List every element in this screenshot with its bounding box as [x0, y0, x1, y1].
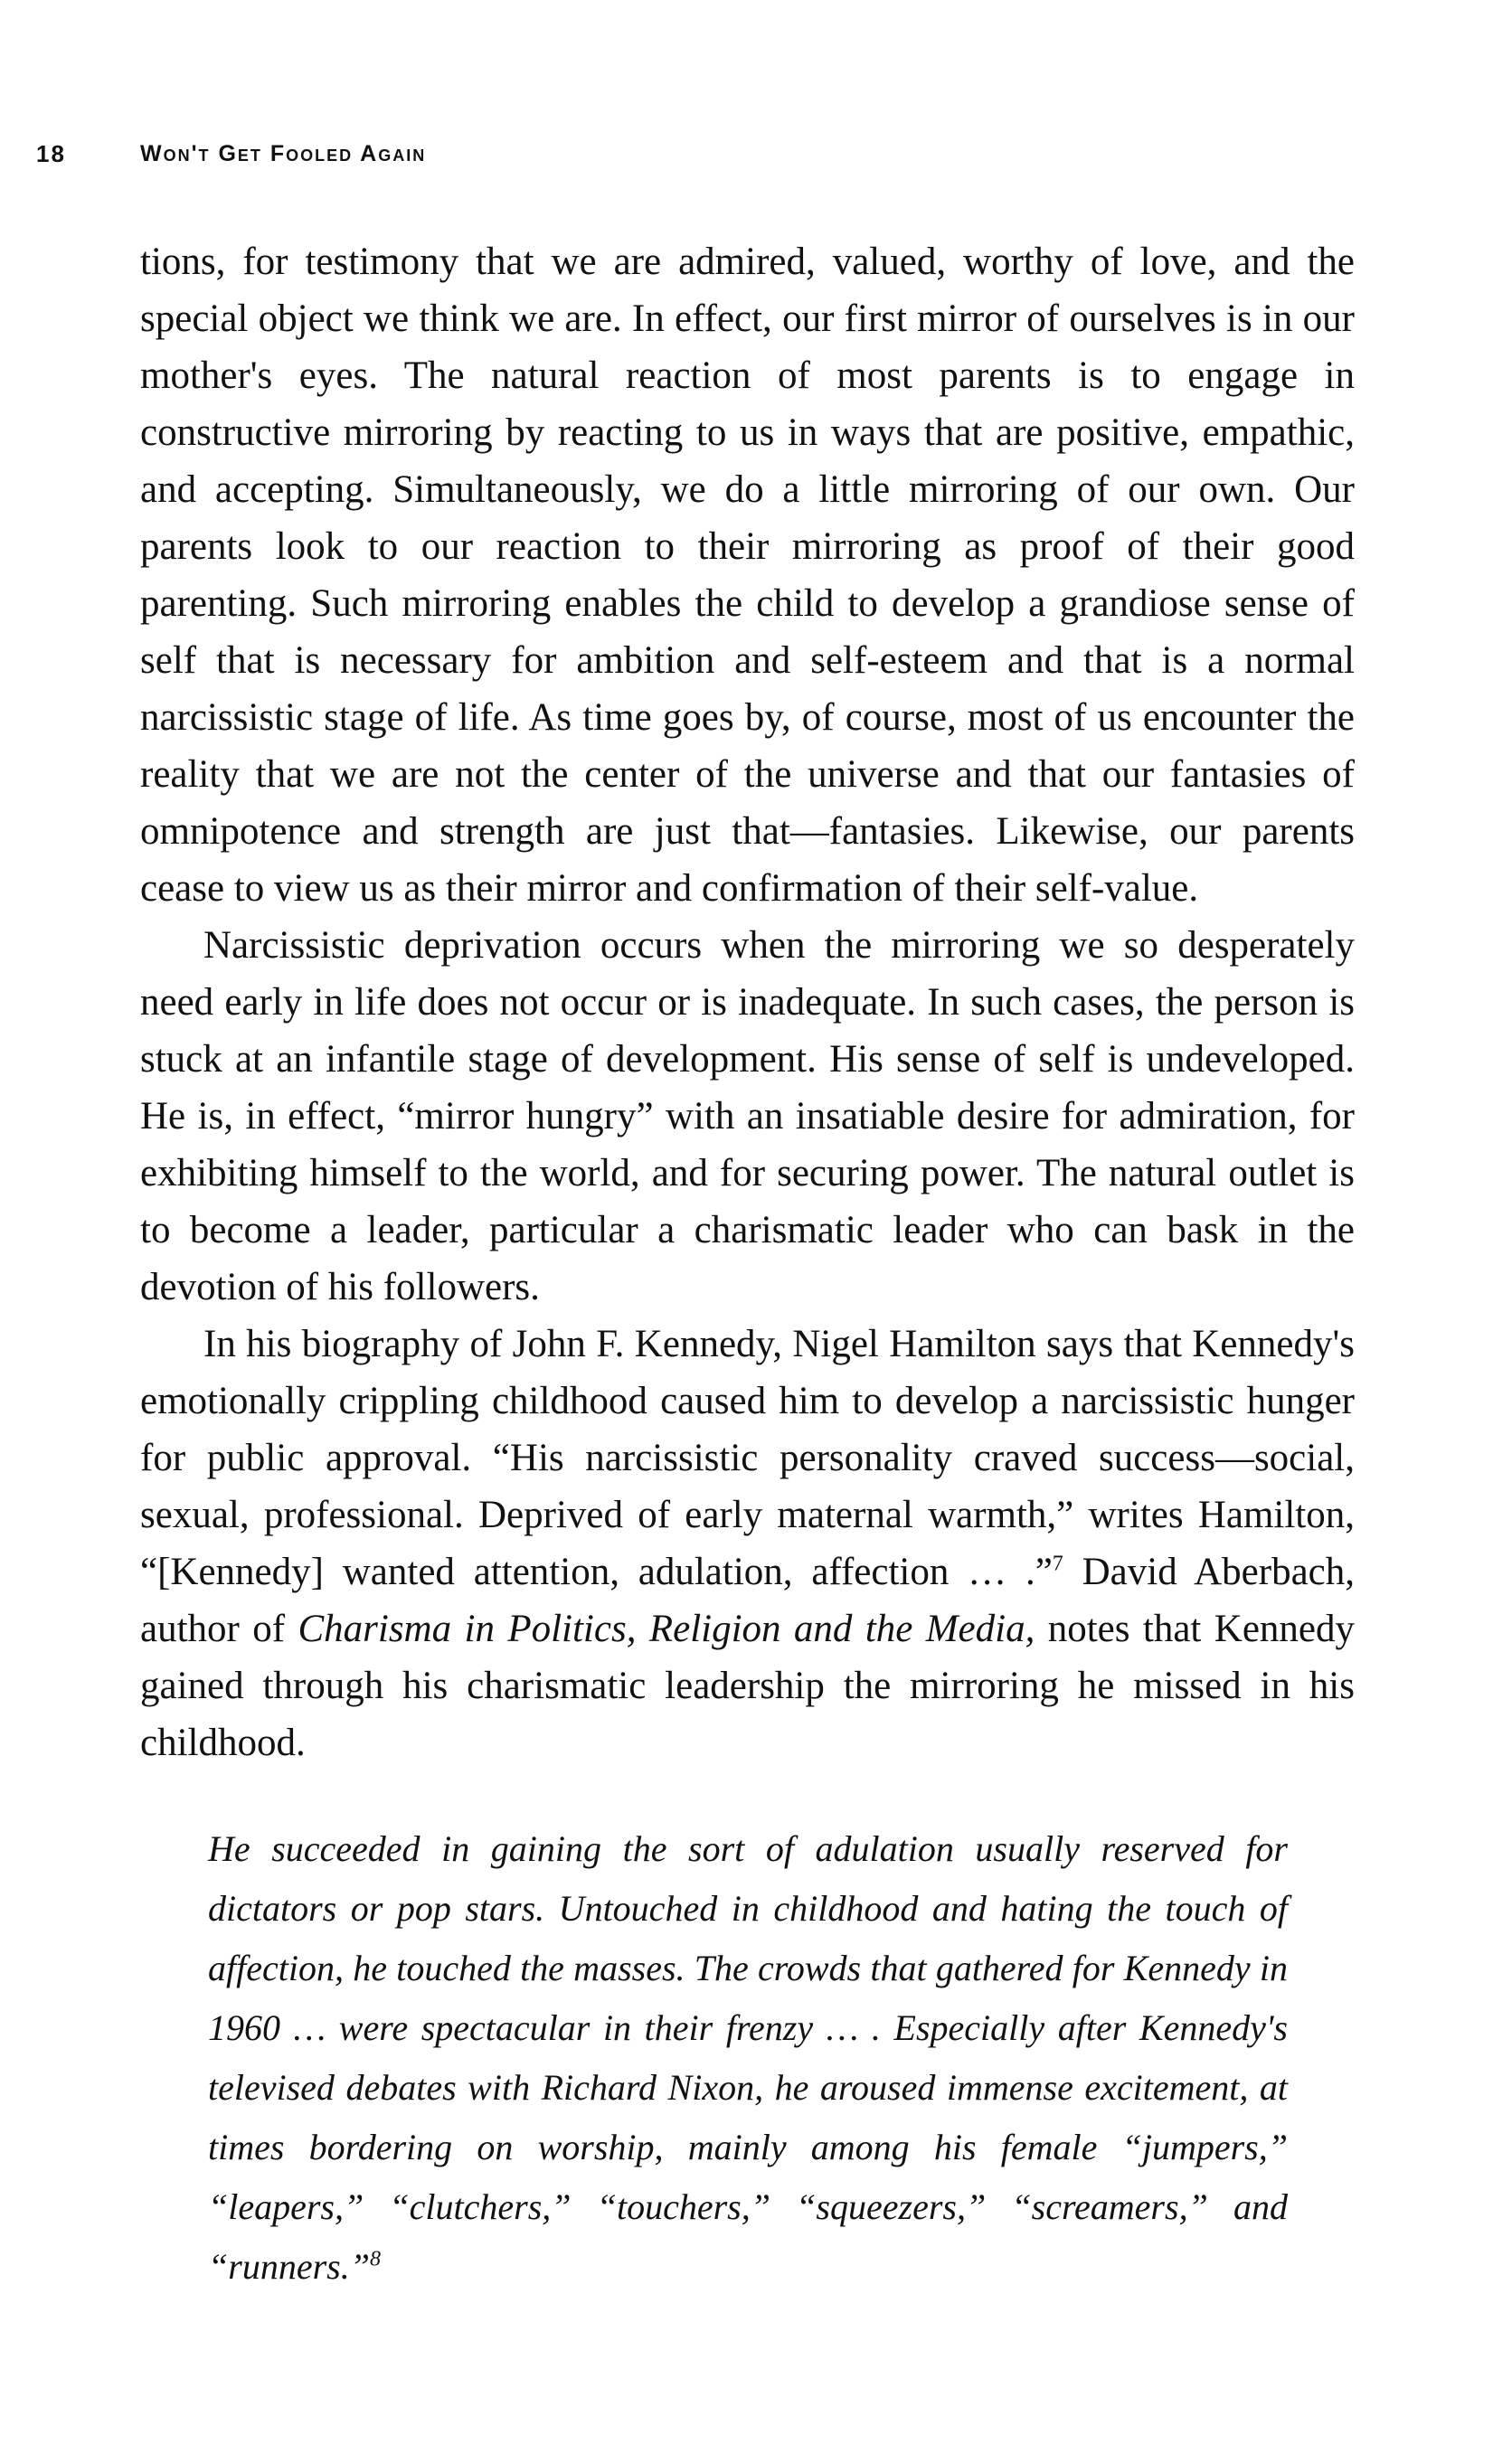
paragraph-1: tions, for testimony that we are admired, valued, worthy of love, and the special object we think we are. In effect, our first mirror of ourselves is in our mother's eyes. The natural reaction of most parents is to engage in constructive mirroring by reacting to us in ways that are positive, empathic, and accepting. Simultaneously, we do a little mirroring of our own. Our parents look to our reaction to their mirroring as proof of their good parenting. Such mirroring enables the child to develop a grandiose sense of self that is necessary for ambition and self-esteem and that is a normal narcissistic stage of life. As time goes by, of course, most of us encounter the reality that we are not the center of the universe and that our fantasies of omnipotence and strength are just that—fantasies. Likewise, our parents cease to view us as their mirror and confirmation of their self-value. [140, 241, 1355, 910]
page-number: 18 [36, 139, 66, 167]
footnote-ref-7: 7 [1052, 1552, 1063, 1576]
paragraph-3-text-3: notes that Kennedy gained through his charismatic leadership the mirroring he missed in his childhood. [140, 1608, 1355, 1764]
running-head [36, 136, 426, 172]
block-quote-text: He succeeded in gaining the sort of adulation usually reserved for dictators or pop stars. Untouched in childhood and hating the touch of affection, he touched the masses. The crowds that gathered for Kennedy in 1960 … were spectacular in their frenzy … . Especially after Kennedy's televised debates with Richard Nixon, he aroused immense excitement, at times bordering on worship, mainly among his female “jumpers,” “leapers,” “clutchers,” “touchers,” “squeezers,” “screamers,” and “runners.” [208, 1828, 1288, 2287]
footnote-ref-8: 8 [369, 2247, 381, 2271]
block-quote [208, 1819, 1288, 2297]
paragraph-3-text-2: David Aberbach, author of [140, 1551, 1356, 1650]
paragraph-2: Narcissistic deprivation occurs when the mirroring we so desperately need early in life does not occur or is inadequate. In such cases, the person is stuck at an infantile stage of development. His sense of self is undeveloped. He is, in effect, “mirror hungry” with an insatiable desire for admiration, for exhibiting himself to the world, and for securing power. The natural outlet is to become a leader, particular a charismatic leader who can bask in the devotion of his followers. [140, 924, 1355, 1308]
running-title: Won't Get Fooled Again [140, 140, 427, 166]
body-text [140, 233, 1355, 1771]
paragraph-3-text-1: In his biography of John F. Kennedy, Nigel Hamilton says that Kennedy's emotionally crippling childhood caused him to develop a narcissistic hunger for public approval. “His narcissistic personality craved success—social, sexual, professional. Deprived of early maternal warmth,” writes Hamilton, “[Kennedy] wanted attention, adulation, affection … .” [140, 1323, 1355, 1593]
book-title: Charisma in Politics, Religion and the Media, [298, 1608, 1035, 1650]
paragraph-3 [140, 1316, 1355, 1771]
